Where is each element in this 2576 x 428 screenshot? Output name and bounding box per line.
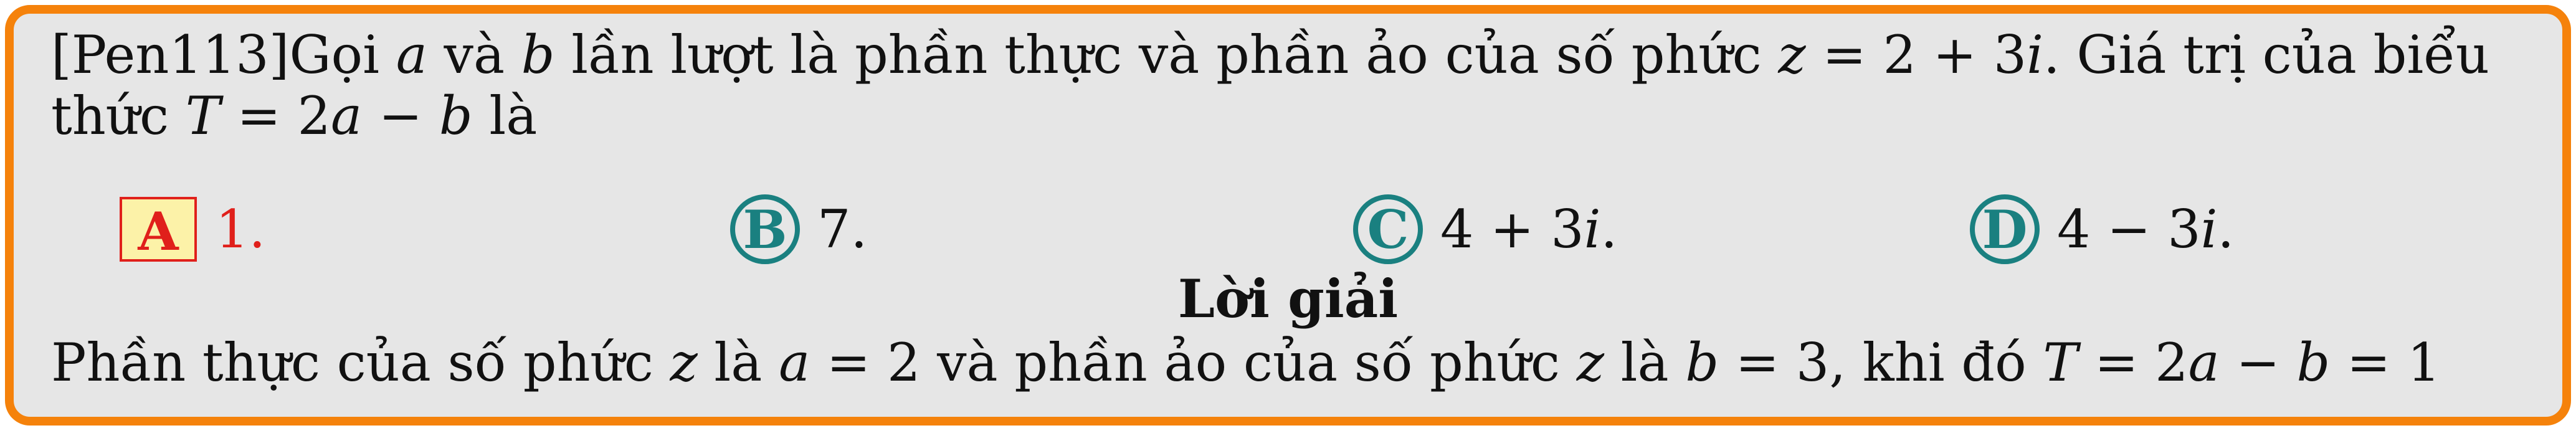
option-c-value: 4 + 3i. <box>1440 199 1618 260</box>
question-line-2: thức T = 2a − b là <box>51 85 538 146</box>
option-b[interactable] <box>730 194 867 264</box>
option-d-value: 4 − 3i. <box>2057 199 2235 260</box>
option-a-value: 1. <box>216 199 266 260</box>
question-code: [Pen113] <box>51 24 290 85</box>
option-a[interactable] <box>120 194 265 264</box>
option-a-badge: A <box>120 197 197 262</box>
question-card <box>5 5 2571 426</box>
question-line-1: [Pen113]Gọi a và b lần lượt là phần thực và phần ảo của số phức z = 2 + 3i. Giá trị của biểu <box>51 24 2489 85</box>
option-c-badge: C <box>1353 194 1423 264</box>
solution-text: Phần thực của số phức z là a = 2 và phần ảo của số phức z là b = 3, khi đó T = 2a − b = 1 <box>51 332 2441 393</box>
option-b-badge: B <box>730 194 800 264</box>
option-b-value: 7. <box>817 199 868 260</box>
solution-title: Lời giải <box>1177 268 1399 330</box>
option-d[interactable] <box>1970 194 2234 264</box>
option-c[interactable] <box>1353 194 1617 264</box>
option-d-badge: D <box>1970 194 2040 264</box>
